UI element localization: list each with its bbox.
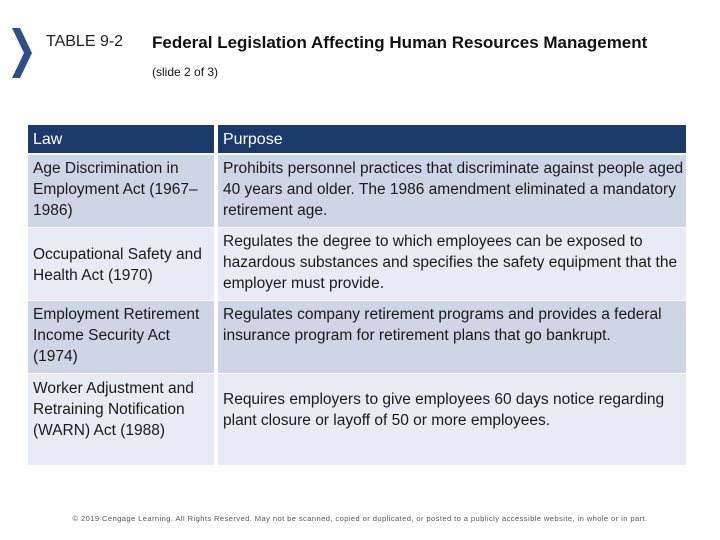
column-header-law: Law	[28, 125, 214, 153]
purpose-cell: Prohibits personnel practices that discriminate against people aged 40 years and older. The 1986 amendment eliminated a mandatory retirement age.	[218, 155, 686, 227]
table-row	[28, 228, 686, 300]
table-number-label: TABLE 9-2	[46, 33, 124, 50]
slide-accent-chevron-icon	[12, 28, 32, 78]
law-cell: Worker Adjustment and Retraining Notification (WARN) Act (1988)	[28, 374, 214, 465]
table-header-row	[28, 125, 686, 153]
table-row	[28, 374, 686, 465]
purpose-cell: Requires employers to give employees 60 days notice regarding plant closure or layoff of 50 or more employees.	[218, 374, 686, 465]
law-cell: Occupational Safety and Health Act (1970)	[28, 228, 214, 300]
copyright-footer: © 2019 Cengage Learning. All Rights Reserved. May not be scanned, copied or duplicated, or posted to a publicly accessible website, in whole or in part.	[72, 514, 648, 523]
law-cell: Employment Retirement Income Security Act (1974)	[28, 301, 214, 373]
table-row	[28, 155, 686, 227]
legislation-table	[28, 125, 686, 466]
law-cell: Age Discrimination in Employment Act (1967–1986)	[28, 155, 214, 227]
page-title: Federal Legislation Affecting Human Resources Management	[152, 33, 648, 52]
page-subtitle: (slide 2 of 3)	[152, 65, 219, 79]
purpose-cell: Regulates the degree to which employees can be exposed to hazardous substances and specifies the safety equipment that the employer must provide.	[218, 228, 686, 300]
purpose-cell: Regulates company retirement programs and provides a federal insurance program for retirement plans that go bankrupt.	[218, 301, 686, 373]
column-header-purpose: Purpose	[218, 125, 686, 153]
table-row	[28, 301, 686, 373]
